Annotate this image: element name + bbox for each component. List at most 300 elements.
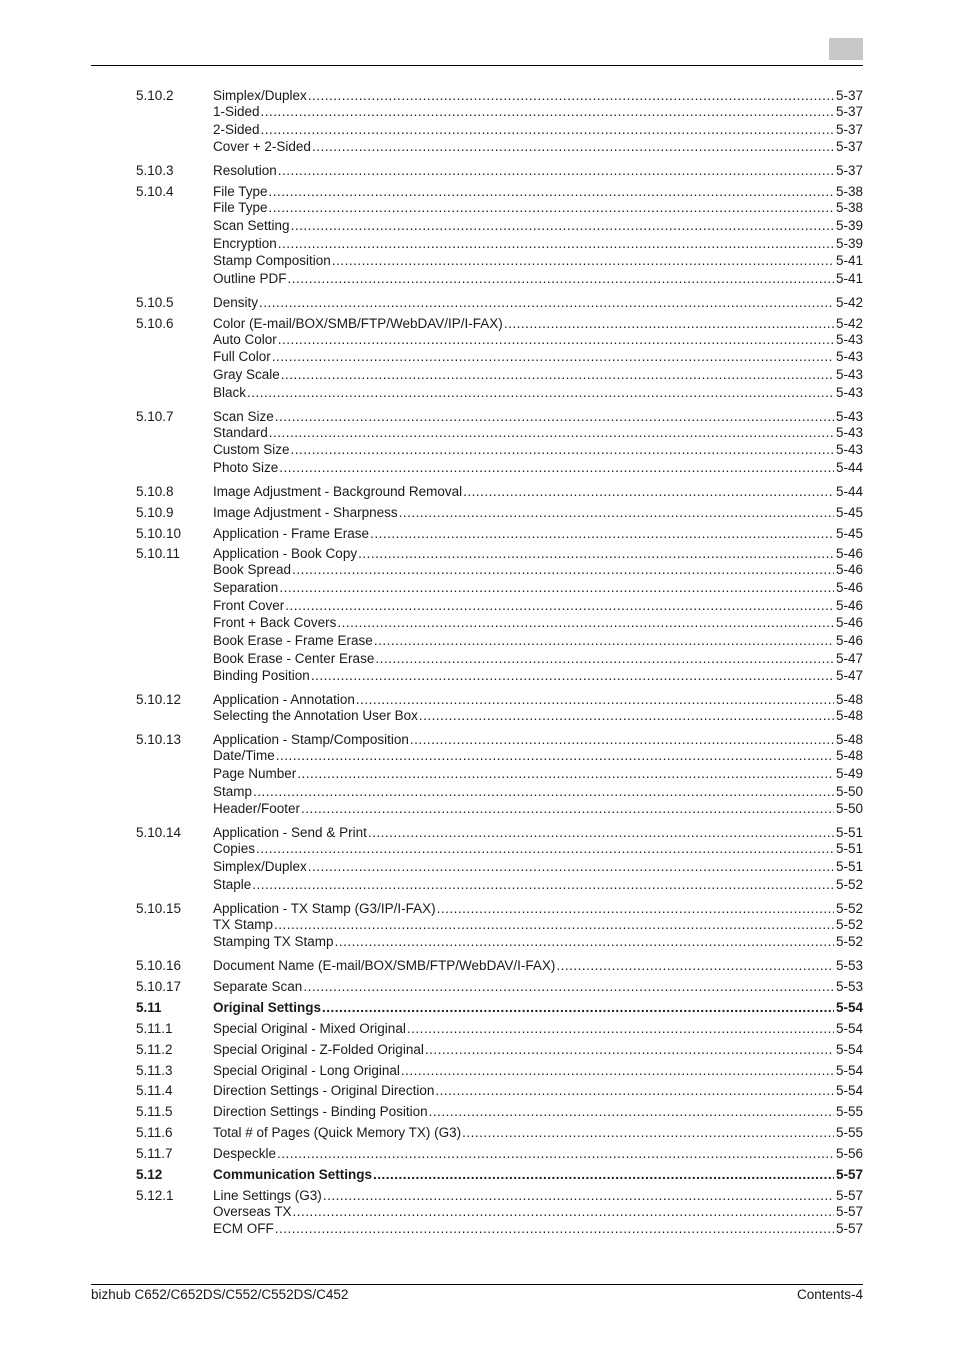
toc-dot-leader bbox=[279, 579, 834, 596]
toc-dot-leader bbox=[281, 366, 834, 383]
toc-page-number: 5-37 bbox=[835, 139, 863, 154]
toc-dot-leader bbox=[278, 331, 834, 348]
toc-page-number: 5-48 bbox=[835, 732, 863, 747]
toc-title: Black bbox=[213, 385, 247, 400]
toc-page-number: 5-46 bbox=[835, 598, 863, 613]
toc-title: Copies bbox=[213, 841, 256, 856]
toc-page-number: 5-55 bbox=[835, 1125, 863, 1140]
toc-dot-leader bbox=[370, 525, 834, 542]
toc-title: Direction Settings - Binding Position bbox=[213, 1104, 428, 1119]
toc-line bbox=[213, 525, 863, 542]
toc-section-number: 5.11.4 bbox=[136, 1083, 173, 1098]
toc-section-number: 5.10.15 bbox=[136, 901, 182, 916]
toc-line bbox=[213, 916, 863, 933]
toc-dot-leader bbox=[269, 199, 834, 216]
toc-dot-leader bbox=[556, 957, 834, 974]
toc-title: Image Adjustment - Background Removal bbox=[213, 484, 463, 499]
toc-section-number: 5.11.3 bbox=[136, 1063, 173, 1078]
toc-dot-leader bbox=[291, 441, 834, 458]
toc-title: Custom Size bbox=[213, 442, 290, 457]
toc-line bbox=[213, 765, 863, 782]
toc-page-number: 5-45 bbox=[835, 505, 863, 520]
toc-dot-leader bbox=[247, 384, 834, 401]
toc-entry[interactable] bbox=[136, 765, 863, 782]
toc-line bbox=[213, 483, 863, 500]
toc-title: Book Erase - Center Erase bbox=[213, 651, 375, 666]
toc-entry[interactable] bbox=[136, 632, 863, 649]
toc-line bbox=[213, 691, 863, 708]
toc-entry[interactable] bbox=[136, 999, 863, 1016]
toc-section-number: 5.10.11 bbox=[136, 546, 181, 561]
toc-page-number: 5-39 bbox=[835, 236, 863, 251]
toc-line bbox=[213, 747, 863, 764]
toc-dot-leader bbox=[425, 1041, 834, 1058]
toc-line bbox=[213, 800, 863, 817]
toc-entry[interactable] bbox=[136, 235, 863, 252]
toc-page-number: 5-57 bbox=[835, 1221, 863, 1236]
toc-dot-leader bbox=[253, 783, 834, 800]
toc-page-number: 5-43 bbox=[835, 425, 863, 440]
toc-entry[interactable] bbox=[136, 1020, 863, 1037]
toc-entry[interactable] bbox=[136, 525, 863, 542]
footer-rule bbox=[91, 1284, 863, 1285]
toc-dot-leader bbox=[356, 691, 834, 708]
toc-title: Original Settings bbox=[213, 1000, 322, 1015]
toc-section-number: 5.10.5 bbox=[136, 295, 174, 310]
toc-line bbox=[213, 1187, 863, 1204]
toc-section-number: 5.11.5 bbox=[136, 1104, 173, 1119]
toc-page-number: 5-39 bbox=[835, 218, 863, 233]
toc-page-number: 5-56 bbox=[835, 1146, 863, 1161]
toc-title: Special Original - Long Original bbox=[213, 1063, 400, 1078]
toc-entry[interactable] bbox=[136, 783, 863, 800]
toc-section-number: 5.10.13 bbox=[136, 732, 182, 747]
toc-entry[interactable] bbox=[136, 691, 863, 708]
toc-title: Application - Stamp/Composition bbox=[213, 732, 409, 747]
toc-line bbox=[213, 900, 863, 917]
toc-line bbox=[213, 183, 863, 200]
toc-dot-leader bbox=[437, 900, 834, 917]
toc-dot-leader bbox=[399, 504, 834, 521]
toc-page-number: 5-37 bbox=[835, 104, 863, 119]
toc-dot-leader bbox=[293, 1203, 834, 1220]
toc-section-number: 5.12 bbox=[136, 1167, 163, 1182]
toc-page-number: 5-48 bbox=[835, 748, 863, 763]
toc-title: Application - Frame Erase bbox=[213, 526, 370, 541]
toc-title: Standard bbox=[213, 425, 268, 440]
toc-title: Header/Footer bbox=[213, 801, 301, 816]
toc-line bbox=[213, 579, 863, 596]
toc-line bbox=[213, 1103, 863, 1120]
toc-dot-leader bbox=[374, 632, 834, 649]
toc-section-number: 5.10.16 bbox=[136, 958, 182, 973]
toc-entry[interactable] bbox=[136, 978, 863, 995]
toc-line bbox=[213, 252, 863, 269]
toc-title: Front Cover bbox=[213, 598, 285, 613]
toc-dot-leader bbox=[303, 978, 834, 995]
toc-title: 2-Sided bbox=[213, 122, 260, 137]
toc-title: Image Adjustment - Sharpness bbox=[213, 505, 398, 520]
toc-title: Outline PDF bbox=[213, 271, 287, 286]
toc-section-number: 5.10.12 bbox=[136, 692, 182, 707]
toc-dot-leader bbox=[291, 217, 834, 234]
toc-line bbox=[213, 1020, 863, 1037]
toc-entry[interactable] bbox=[136, 545, 863, 562]
toc-page-number: 5-50 bbox=[835, 801, 863, 816]
toc-entry[interactable] bbox=[136, 650, 863, 667]
toc-entry[interactable] bbox=[136, 408, 863, 425]
toc-line bbox=[213, 366, 863, 383]
toc-title: Density bbox=[213, 295, 259, 310]
toc-line bbox=[213, 162, 863, 179]
toc-line bbox=[213, 978, 863, 995]
toc-title: Special Original - Mixed Original bbox=[213, 1021, 406, 1036]
toc-title: File Type bbox=[213, 200, 268, 215]
toc-entry[interactable] bbox=[136, 858, 863, 875]
toc-line bbox=[213, 731, 863, 748]
toc-page-number: 5-49 bbox=[835, 766, 863, 781]
toc-page-number: 5-43 bbox=[835, 367, 863, 382]
toc-dot-leader bbox=[368, 824, 834, 841]
toc-page-number: 5-47 bbox=[835, 668, 863, 683]
toc-dot-leader bbox=[276, 747, 834, 764]
toc-dot-leader bbox=[285, 597, 834, 614]
toc-page-number: 5-38 bbox=[835, 200, 863, 215]
toc-title: File Type bbox=[213, 184, 268, 199]
toc-line bbox=[213, 103, 863, 120]
toc-page-number: 5-37 bbox=[835, 163, 863, 178]
toc-page-number: 5-46 bbox=[835, 562, 863, 577]
toc-title: Line Settings (G3) bbox=[213, 1188, 322, 1203]
toc-line bbox=[213, 876, 863, 893]
toc-dot-leader bbox=[272, 348, 834, 365]
toc-entry[interactable] bbox=[136, 597, 863, 614]
toc-entry[interactable] bbox=[136, 1166, 863, 1183]
toc-title: Application - TX Stamp (G3/IP/I-FAX) bbox=[213, 901, 436, 916]
toc-dot-leader bbox=[337, 614, 834, 631]
toc-dot-leader bbox=[463, 483, 834, 500]
toc-dot-leader bbox=[373, 1166, 834, 1183]
toc-title: Total # of Pages (Quick Memory TX) (G3) bbox=[213, 1125, 462, 1140]
toc-title: 1-Sided bbox=[213, 104, 260, 119]
toc-entry[interactable] bbox=[136, 87, 863, 104]
toc-dot-leader bbox=[332, 252, 834, 269]
toc-line bbox=[213, 561, 863, 578]
toc-entry[interactable] bbox=[136, 933, 863, 950]
toc-title: Simplex/Duplex bbox=[213, 859, 307, 874]
toc-dot-leader bbox=[504, 315, 834, 332]
toc-page-number: 5-38 bbox=[835, 184, 863, 199]
toc-page-number: 5-42 bbox=[835, 316, 863, 331]
toc-entry[interactable] bbox=[136, 916, 863, 933]
toc-title: Scan Setting bbox=[213, 218, 290, 233]
toc-line bbox=[213, 667, 863, 684]
toc-title: Separation bbox=[213, 580, 279, 595]
toc-page-number: 5-43 bbox=[835, 409, 863, 424]
footer-page-label: Contents-4 bbox=[796, 1287, 863, 1302]
toc-page-number: 5-54 bbox=[835, 1000, 863, 1015]
toc-entry[interactable] bbox=[136, 384, 863, 401]
toc-line bbox=[213, 824, 863, 841]
toc-title: Application - Book Copy bbox=[213, 546, 358, 561]
toc-page-number: 5-57 bbox=[835, 1204, 863, 1219]
toc-dot-leader bbox=[269, 183, 834, 200]
toc-title: Application - Send & Print bbox=[213, 825, 367, 840]
toc-entry[interactable] bbox=[136, 1124, 863, 1141]
toc-title: Front + Back Covers bbox=[213, 615, 337, 630]
toc-section-number: 5.11.7 bbox=[136, 1146, 173, 1161]
toc-entry[interactable] bbox=[136, 1145, 863, 1162]
toc-title: ECM OFF bbox=[213, 1221, 274, 1236]
toc-page-number: 5-52 bbox=[835, 934, 863, 949]
toc-line bbox=[213, 545, 863, 562]
toc-title: Cover + 2-Sided bbox=[213, 139, 311, 154]
toc-entry[interactable] bbox=[136, 294, 863, 311]
toc-section-number: 5.10.8 bbox=[136, 484, 174, 499]
toc-title: Full Color bbox=[213, 349, 271, 364]
toc-entry[interactable] bbox=[136, 1062, 863, 1079]
toc-entry[interactable] bbox=[136, 270, 863, 287]
toc-line bbox=[213, 1166, 863, 1183]
toc-line bbox=[213, 315, 863, 332]
toc-dot-leader bbox=[323, 1187, 834, 1204]
toc-entry[interactable] bbox=[136, 366, 863, 383]
toc-line bbox=[213, 294, 863, 311]
toc-page-number: 5-51 bbox=[835, 825, 863, 840]
toc-entry[interactable] bbox=[136, 747, 863, 764]
toc-line bbox=[213, 1203, 863, 1220]
toc-dot-leader bbox=[297, 765, 834, 782]
toc-entry[interactable] bbox=[136, 667, 863, 684]
toc-dot-leader bbox=[407, 1020, 834, 1037]
toc-entry[interactable] bbox=[136, 824, 863, 841]
toc-line bbox=[213, 331, 863, 348]
toc-title: Separate Scan bbox=[213, 979, 303, 994]
toc-dot-leader bbox=[435, 1082, 834, 1099]
toc-entry[interactable] bbox=[136, 138, 863, 155]
toc-section-number: 5.10.2 bbox=[136, 88, 174, 103]
toc-dot-leader bbox=[252, 876, 834, 893]
toc-dot-leader bbox=[261, 103, 834, 120]
toc-line bbox=[213, 459, 863, 476]
toc-entry[interactable] bbox=[136, 441, 863, 458]
toc-title: Gray Scale bbox=[213, 367, 280, 382]
toc-entry[interactable] bbox=[136, 840, 863, 857]
toc-entry[interactable] bbox=[136, 252, 863, 269]
toc-page-number: 5-54 bbox=[835, 1063, 863, 1078]
toc-page-number: 5-51 bbox=[835, 841, 863, 856]
toc-title: Date/Time bbox=[213, 748, 275, 763]
toc-dot-leader bbox=[278, 162, 834, 179]
toc-line bbox=[213, 1124, 863, 1141]
toc-entry[interactable] bbox=[136, 707, 863, 724]
footer-model: bizhub C652/C652DS/C552/C552DS/C452 bbox=[91, 1287, 349, 1302]
toc-entry[interactable] bbox=[136, 1082, 863, 1099]
toc-page-number: 5-53 bbox=[835, 979, 863, 994]
toc-entry[interactable] bbox=[136, 483, 863, 500]
toc-title: Book Spread bbox=[213, 562, 292, 577]
toc-dot-leader bbox=[269, 424, 834, 441]
toc-page-number: 5-37 bbox=[835, 88, 863, 103]
toc-entry[interactable] bbox=[136, 731, 863, 748]
toc-line bbox=[213, 408, 863, 425]
toc-dot-leader bbox=[308, 87, 834, 104]
toc-entry[interactable] bbox=[136, 217, 863, 234]
toc-title: Staple bbox=[213, 877, 252, 892]
toc-page-number: 5-51 bbox=[835, 859, 863, 874]
toc-line bbox=[213, 783, 863, 800]
toc-entry[interactable] bbox=[136, 331, 863, 348]
toc-dot-leader bbox=[311, 667, 834, 684]
toc-title: Communication Settings bbox=[213, 1167, 373, 1182]
toc-entry[interactable] bbox=[136, 1041, 863, 1058]
toc-page-number: 5-46 bbox=[835, 546, 863, 561]
toc-entry[interactable] bbox=[136, 579, 863, 596]
toc-entry[interactable] bbox=[136, 1220, 863, 1237]
toc-entry[interactable] bbox=[136, 876, 863, 893]
toc-line bbox=[213, 1145, 863, 1162]
toc-line bbox=[213, 614, 863, 631]
toc-page-number: 5-41 bbox=[835, 271, 863, 286]
toc-page-number: 5-46 bbox=[835, 615, 863, 630]
toc-entry[interactable] bbox=[136, 459, 863, 476]
toc-line bbox=[213, 348, 863, 365]
toc-entry[interactable] bbox=[136, 315, 863, 332]
toc-line bbox=[213, 1220, 863, 1237]
toc-page-number: 5-37 bbox=[835, 122, 863, 137]
toc-line bbox=[213, 933, 863, 950]
toc-line bbox=[213, 650, 863, 667]
toc-page-number: 5-54 bbox=[835, 1083, 863, 1098]
toc-page-number: 5-41 bbox=[835, 253, 863, 268]
toc-line bbox=[213, 840, 863, 857]
toc-page-number: 5-52 bbox=[835, 877, 863, 892]
toc-line bbox=[213, 957, 863, 974]
toc-entry[interactable] bbox=[136, 348, 863, 365]
toc-page-number: 5-57 bbox=[835, 1188, 863, 1203]
toc-line bbox=[213, 441, 863, 458]
toc-page-number: 5-46 bbox=[835, 580, 863, 595]
toc-page-number: 5-43 bbox=[835, 385, 863, 400]
toc-page-number: 5-46 bbox=[835, 633, 863, 648]
toc-title: Stamp bbox=[213, 784, 253, 799]
toc-dot-leader bbox=[274, 916, 834, 933]
toc-page-number: 5-42 bbox=[835, 295, 863, 310]
toc-page-number: 5-45 bbox=[835, 526, 863, 541]
toc-dot-leader bbox=[308, 858, 834, 875]
toc-section-number: 5.10.9 bbox=[136, 505, 174, 520]
toc-page-number: 5-43 bbox=[835, 332, 863, 347]
toc-page-number: 5-44 bbox=[835, 460, 863, 475]
toc-line bbox=[213, 632, 863, 649]
toc-dot-leader bbox=[259, 294, 834, 311]
toc-line bbox=[213, 270, 863, 287]
toc-entry[interactable] bbox=[136, 103, 863, 120]
toc-entry[interactable] bbox=[136, 121, 863, 138]
toc-title: Page Number bbox=[213, 766, 297, 781]
toc-dot-leader bbox=[288, 270, 834, 287]
toc-section-number: 5.11.1 bbox=[136, 1021, 173, 1036]
toc-line bbox=[213, 199, 863, 216]
toc-page-number: 5-48 bbox=[835, 692, 863, 707]
toc-entry[interactable] bbox=[136, 424, 863, 441]
toc-page-number: 5-54 bbox=[835, 1021, 863, 1036]
toc-title: Resolution bbox=[213, 163, 277, 178]
toc-title: Selecting the Annotation User Box bbox=[213, 708, 418, 723]
toc-line bbox=[213, 707, 863, 724]
toc-entry[interactable] bbox=[136, 900, 863, 917]
toc-title: Encryption bbox=[213, 236, 277, 251]
toc-entry[interactable] bbox=[136, 957, 863, 974]
toc-page-number: 5-57 bbox=[835, 1167, 863, 1182]
toc-entry[interactable] bbox=[136, 1187, 863, 1204]
toc-page-number: 5-43 bbox=[835, 349, 863, 364]
toc-line bbox=[213, 121, 863, 138]
toc-line bbox=[213, 384, 863, 401]
toc-line bbox=[213, 858, 863, 875]
toc-entry[interactable] bbox=[136, 199, 863, 216]
toc-section-number: 5.10.14 bbox=[136, 825, 182, 840]
toc-section-number: 5.11.2 bbox=[136, 1042, 173, 1057]
toc-title: Document Name (E-mail/BOX/SMB/FTP/WebDAV/I-FAX) bbox=[213, 958, 556, 973]
toc-title: Auto Color bbox=[213, 332, 277, 347]
toc-page-number: 5-44 bbox=[835, 484, 863, 499]
toc-entry[interactable] bbox=[136, 561, 863, 578]
toc-entry[interactable] bbox=[136, 614, 863, 631]
toc-title: Stamping TX Stamp bbox=[213, 934, 334, 949]
toc-title: TX Stamp bbox=[213, 917, 274, 932]
toc-dot-leader bbox=[401, 1062, 834, 1079]
toc-title: Scan Size bbox=[213, 409, 274, 424]
toc-dot-leader bbox=[375, 650, 834, 667]
toc-title: Application - Annotation bbox=[213, 692, 355, 707]
toc-dot-leader bbox=[358, 545, 834, 562]
toc-dot-leader bbox=[301, 800, 834, 817]
toc-title: Color (E-mail/BOX/SMB/FTP/WebDAV/IP/I-FAX) bbox=[213, 316, 503, 331]
toc-page-number: 5-52 bbox=[835, 901, 863, 916]
toc-page-number: 5-50 bbox=[835, 784, 863, 799]
toc-title: Direction Settings - Original Direction bbox=[213, 1083, 435, 1098]
toc-page-number: 5-55 bbox=[835, 1104, 863, 1119]
toc-dot-leader bbox=[462, 1124, 834, 1141]
toc-section-number: 5.11.6 bbox=[136, 1125, 173, 1140]
toc-line bbox=[213, 1062, 863, 1079]
toc-section-number: 5.10.10 bbox=[136, 526, 182, 541]
toc-entry[interactable] bbox=[136, 504, 863, 521]
toc-page-number: 5-43 bbox=[835, 442, 863, 457]
toc-entry[interactable] bbox=[136, 1103, 863, 1120]
toc-entry[interactable] bbox=[136, 1203, 863, 1220]
toc-entry[interactable] bbox=[136, 162, 863, 179]
toc-section-number: 5.10.6 bbox=[136, 316, 174, 331]
toc-line bbox=[213, 235, 863, 252]
toc-dot-leader bbox=[410, 731, 834, 748]
toc-section-number: 5.11 bbox=[136, 1000, 162, 1015]
toc-dot-leader bbox=[292, 561, 834, 578]
toc-entry[interactable] bbox=[136, 800, 863, 817]
toc-dot-leader bbox=[275, 1220, 834, 1237]
toc-entry[interactable] bbox=[136, 183, 863, 200]
toc-section-number: 5.10.7 bbox=[136, 409, 174, 424]
toc-page-number: 5-48 bbox=[835, 708, 863, 723]
toc-dot-leader bbox=[261, 121, 834, 138]
toc-page-number: 5-52 bbox=[835, 917, 863, 932]
toc-page-number: 5-54 bbox=[835, 1042, 863, 1057]
toc-section-number: 5.10.4 bbox=[136, 184, 174, 199]
toc-section-number: 5.12.1 bbox=[136, 1188, 174, 1203]
toc-line bbox=[213, 504, 863, 521]
toc-line bbox=[213, 424, 863, 441]
